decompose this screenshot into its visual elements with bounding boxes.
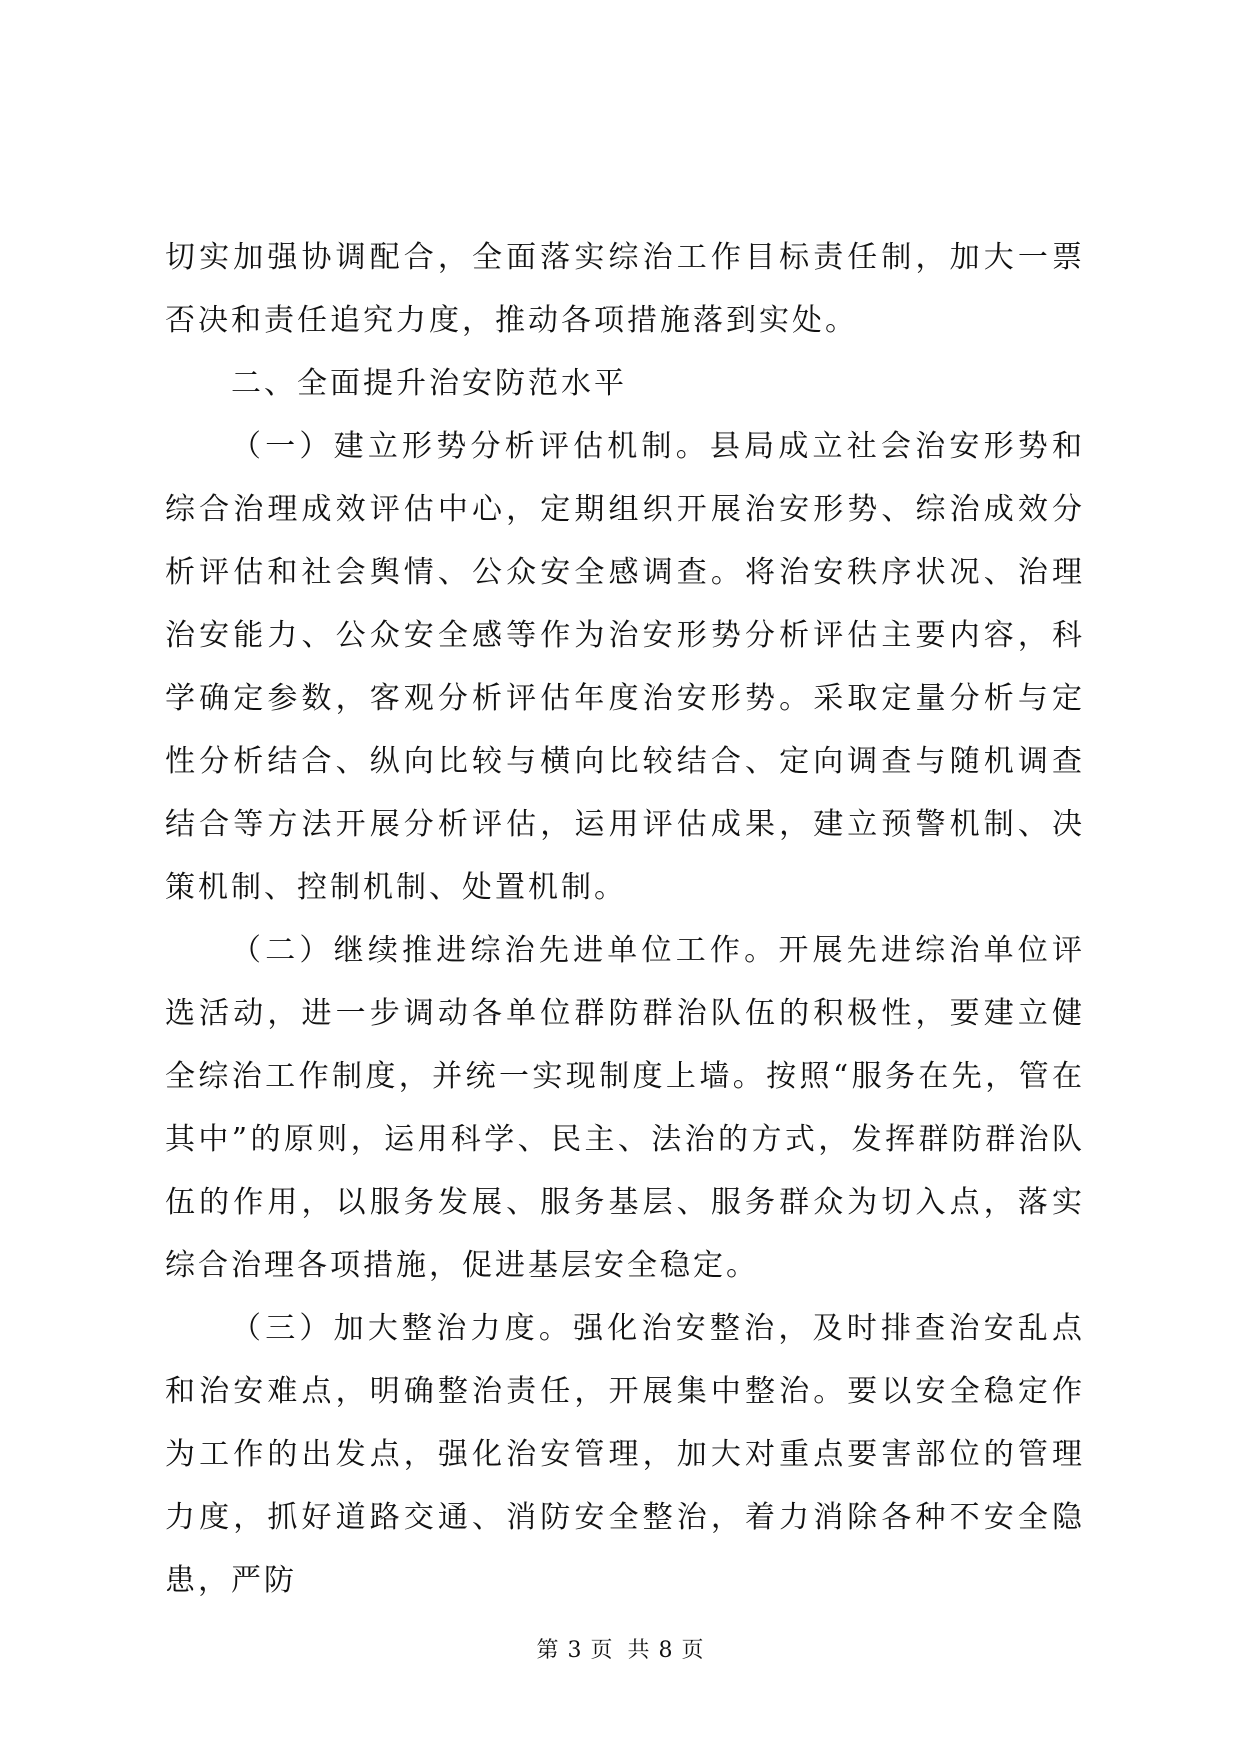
document-body bbox=[165, 226, 1085, 1612]
page-number: 第 3 页 bbox=[536, 1638, 614, 1663]
paragraph-continuation: 切实加强协调配合，全面落实综治工作目标责任制，加大一票否决和责任追究力度，推动各项措施落到实处。 bbox=[165, 240, 1085, 338]
page-total: 共 8 页 bbox=[627, 1638, 705, 1663]
page-footer bbox=[0, 1633, 1241, 1664]
paragraph-item-1: （一）建立形势分析评估机制。县局成立社会治安形势和综合治理成效评估中心，定期组织开展治安形势、综治成效分析评估和社会舆情、公众安全感调查。将治安秩序状况、治理治安能力、公众安全感等作为治安形势分析评估主要内容，科学确定参数，客观分析评估年度治安形势。采取定量分析与定性分析结合、纵向比较与横向比较结合、定向调查与随机调查结合等方法开展分析评估，运用评估成果，建立预警机制、决策机制、控制机制、处置机制。 bbox=[165, 429, 1085, 905]
section-heading: 二、全面提升治安防范水平 bbox=[231, 366, 627, 401]
paragraph-item-2: （二）继续推进综治先进单位工作。开展先进综治单位评选活动，进一步调动各单位群防群治队伍的积极性，要建立健全综治工作制度，并统一实现制度上墙。按照“服务在先，管在其中”的原则，运用科学、民主、法治的方式，发挥群防群治队伍的作用，以服务发展、服务基层、服务群众为切入点，落实综合治理各项措施，促进基层安全稳定。 bbox=[165, 933, 1085, 1283]
paragraph-item-3: （三）加大整治力度。强化治安整治，及时排查治安乱点和治安难点，明确整治责任，开展集中整治。要以安全稳定作为工作的出发点，强化治安管理，加大对重点要害部位的管理力度，抓好道路交通、消防安全整治，着力消除各种不安全隐患，严防 bbox=[165, 1311, 1085, 1598]
